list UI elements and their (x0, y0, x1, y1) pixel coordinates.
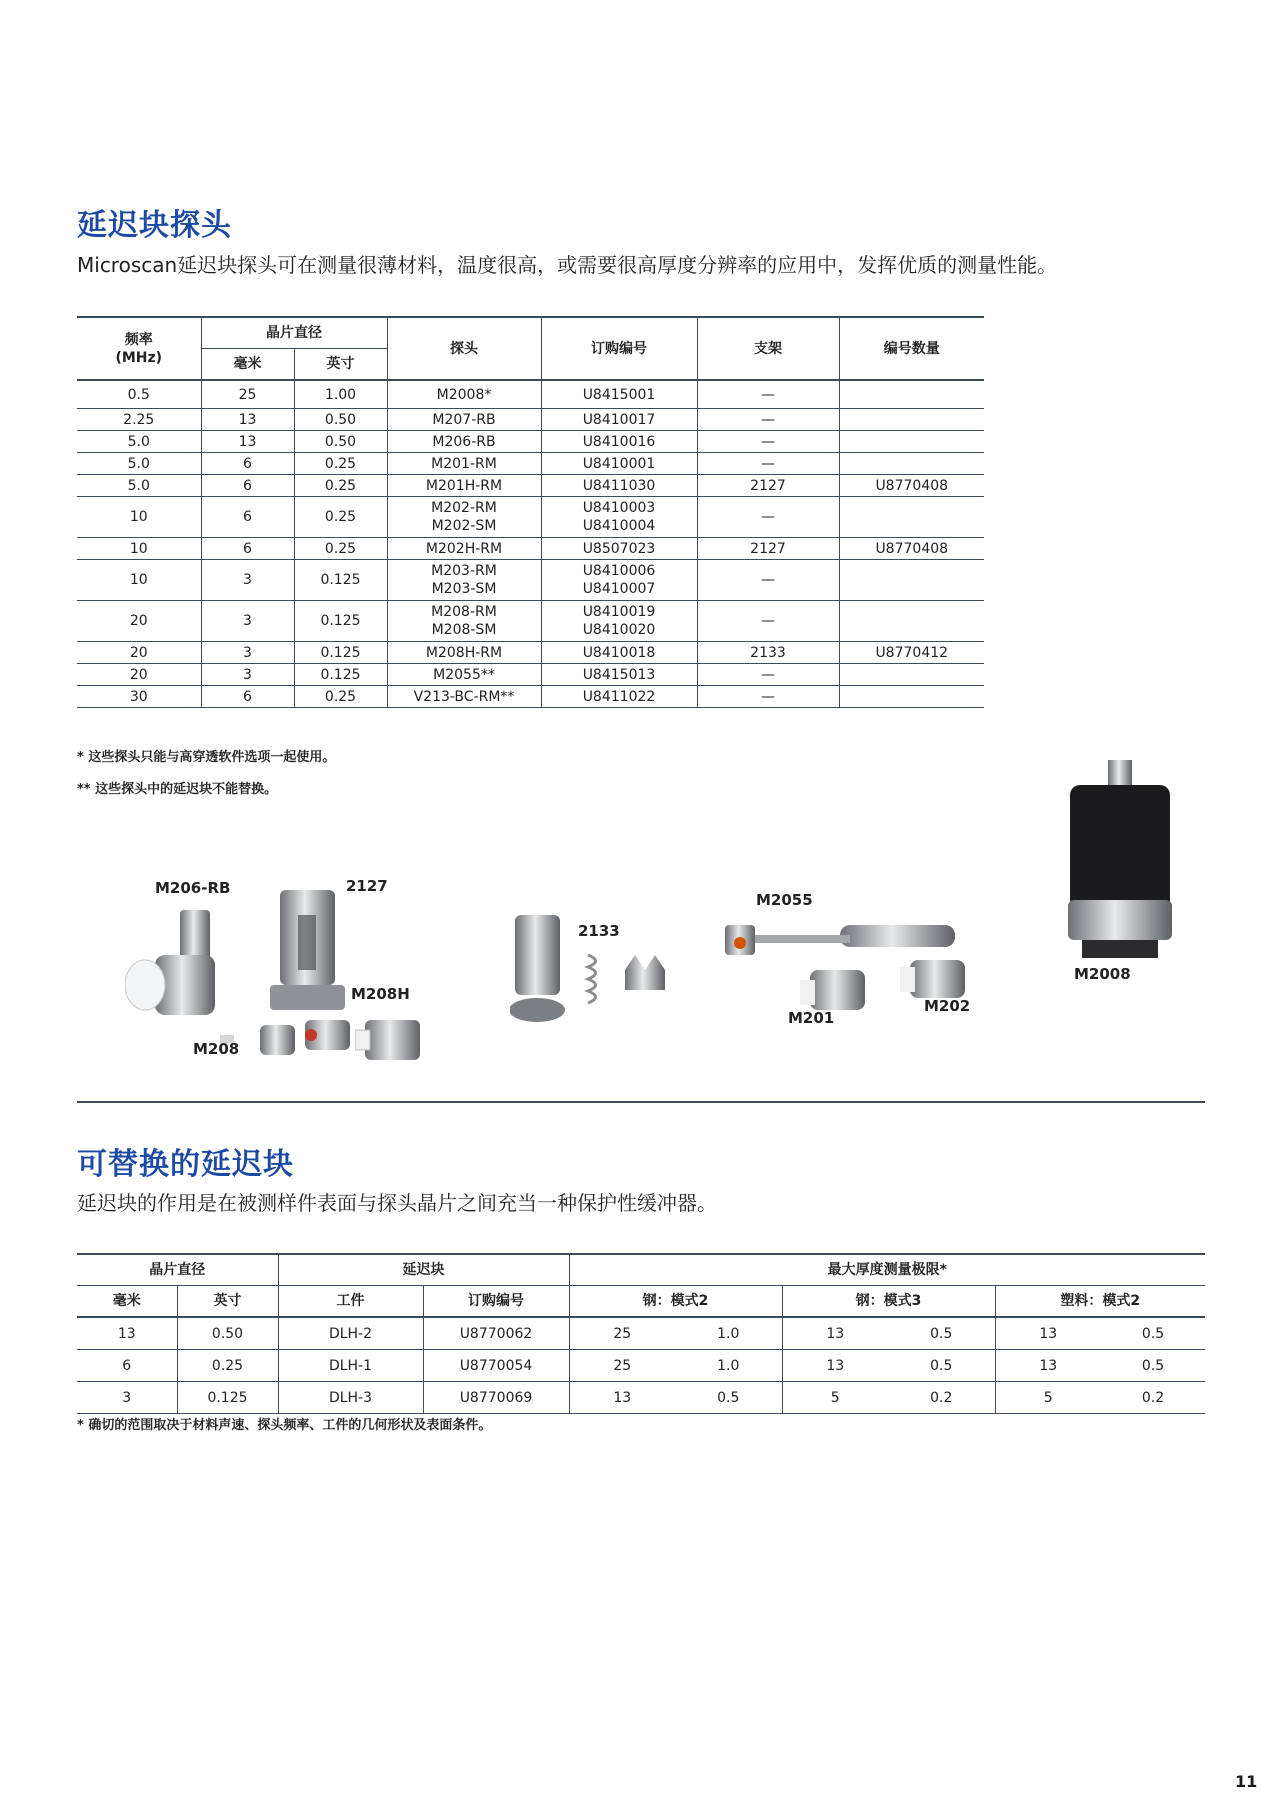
cell-order: U8410016 (541, 431, 697, 453)
cell-order: U8410019 U8410020 (541, 601, 697, 642)
cell-inch: 0.25 (294, 475, 387, 497)
cell-s2b: 1.0 (675, 1317, 782, 1350)
table-row (77, 560, 984, 601)
cell-p2a: 13 (995, 1350, 1101, 1382)
cell-freq: 20 (77, 601, 201, 642)
cell-order: U8410018 (541, 642, 697, 664)
cell-freq: 5.0 (77, 431, 201, 453)
cell-s2b: 0.5 (675, 1382, 782, 1414)
cell-order: U8415013 (541, 664, 697, 686)
table-row (77, 642, 984, 664)
col-header-inch: 英寸 (177, 1286, 278, 1318)
cell-holder: — (697, 560, 839, 601)
cell-freq: 30 (77, 686, 201, 708)
table1-note-2: ** 这些探头中的延迟块不能替换。 (77, 782, 278, 797)
cell-holder: — (697, 664, 839, 686)
cell-holder: — (697, 497, 839, 538)
cell-inch: 0.125 (177, 1382, 278, 1414)
col-header-frequency: 频率 (MHz) (77, 317, 201, 380)
cell-probe: M208H-RM (387, 642, 541, 664)
section-title-replaceable-delay-lines: 可替换的延迟块 (77, 1147, 294, 1182)
cell-holder: — (697, 686, 839, 708)
cell-holder-no: U8770412 (839, 642, 984, 664)
cell-inch: 0.50 (294, 409, 387, 431)
cell-probe: M208-RM M208-SM (387, 601, 541, 642)
table-row (77, 1382, 1205, 1414)
table-row (77, 601, 984, 642)
holder-2127-image (270, 890, 350, 1020)
col-header-part: 工件 (278, 1286, 423, 1318)
cell-part: DLH-2 (278, 1317, 423, 1350)
cell-s2a: 25 (569, 1350, 675, 1382)
cell-holder-no: U8770408 (839, 538, 984, 560)
cell-inch: 0.25 (294, 538, 387, 560)
cell-mm: 13 (77, 1317, 177, 1350)
cell-order: U8410017 (541, 409, 697, 431)
table2-note: * 确切的范围取决于材料声速、探头频率、工件的几何形状及表面条件。 (77, 1418, 492, 1433)
cell-freq: 2.25 (77, 409, 201, 431)
table1-note-1: * 这些探头只能与高穿透软件选项一起使用。 (77, 750, 336, 765)
cell-p2b: 0.2 (1101, 1382, 1205, 1414)
table-row (77, 1350, 1205, 1382)
photo-label-m208: M208 (193, 1040, 240, 1058)
cell-mm: 6 (201, 453, 294, 475)
photo-label-m202: M202 (924, 997, 971, 1015)
cell-holder: — (697, 409, 839, 431)
cell-mm: 3 (77, 1382, 177, 1414)
m2008-probe-image (1060, 760, 1180, 970)
cell-s3a: 5 (782, 1382, 888, 1414)
m2055-probe-image (720, 915, 1020, 1055)
delay-probe-table (77, 316, 984, 708)
cell-order: U8770062 (423, 1317, 569, 1350)
cell-order: U8410006 U8410007 (541, 560, 697, 601)
cell-s3b: 0.2 (888, 1382, 995, 1414)
cell-probe: M2055** (387, 664, 541, 686)
cell-holder-no (839, 431, 984, 453)
col-header-diameter: 晶片直径 (77, 1254, 278, 1286)
col-header-mm: 毫米 (201, 349, 294, 381)
cell-inch: 0.50 (294, 431, 387, 453)
cell-inch: 0.25 (294, 453, 387, 475)
cell-order: U8770069 (423, 1382, 569, 1414)
cell-holder-no (839, 453, 984, 475)
cell-s3a: 13 (782, 1350, 888, 1382)
section-title-delay-probes: 延迟块探头 (77, 208, 232, 243)
cell-freq: 5.0 (77, 453, 201, 475)
table-row (77, 380, 984, 409)
cell-probe: M202-RM M202-SM (387, 497, 541, 538)
cell-freq: 20 (77, 664, 201, 686)
cell-holder: — (697, 601, 839, 642)
photo-label-2127: 2127 (346, 877, 388, 895)
cell-freq: 10 (77, 497, 201, 538)
col-header-delay-line: 延迟块 (278, 1254, 569, 1286)
cell-probe: M206-RB (387, 431, 541, 453)
cell-freq: 5.0 (77, 475, 201, 497)
cell-mm: 13 (201, 409, 294, 431)
table-row (77, 686, 984, 708)
cell-inch: 0.25 (177, 1350, 278, 1382)
cell-freq: 0.5 (77, 380, 201, 409)
col-header-inch: 英寸 (294, 349, 387, 381)
col-header-mm: 毫米 (77, 1286, 177, 1318)
cell-mm: 6 (201, 686, 294, 708)
cell-holder-no (839, 409, 984, 431)
cell-order: U8411030 (541, 475, 697, 497)
cell-holder: — (697, 453, 839, 475)
cell-mm: 3 (201, 642, 294, 664)
cell-s3b: 0.5 (888, 1350, 995, 1382)
cell-mm: 6 (77, 1350, 177, 1382)
photo-label-m208h: M208H (351, 985, 410, 1003)
table-row (77, 453, 984, 475)
cell-mm: 3 (201, 560, 294, 601)
cell-probe: M201H-RM (387, 475, 541, 497)
table-row (77, 538, 984, 560)
cell-inch: 0.25 (294, 686, 387, 708)
cell-mm: 3 (201, 664, 294, 686)
cell-inch: 0.125 (294, 664, 387, 686)
cell-s3b: 0.5 (888, 1317, 995, 1350)
cell-probe: M201-RM (387, 453, 541, 475)
cell-holder-no: U8770408 (839, 475, 984, 497)
cell-inch: 0.125 (294, 642, 387, 664)
col-header-probe: 探头 (387, 317, 541, 380)
col-header-order: 订购编号 (541, 317, 697, 380)
cell-probe: M203-RM M203-SM (387, 560, 541, 601)
cell-freq: 10 (77, 538, 201, 560)
col-header-steel-mode3: 钢：模式3 (782, 1286, 995, 1318)
cell-holder-no (839, 601, 984, 642)
cell-order: U8411022 (541, 686, 697, 708)
table-row (77, 409, 984, 431)
cell-probe: M207-RB (387, 409, 541, 431)
cell-holder: 2127 (697, 538, 839, 560)
cell-mm: 6 (201, 475, 294, 497)
photo-label-m201: M201 (788, 1009, 835, 1027)
cell-holder-no (839, 560, 984, 601)
cell-holder: — (697, 380, 839, 409)
cell-inch: 1.00 (294, 380, 387, 409)
m208h-probe-image (355, 1005, 435, 1075)
table-row (77, 475, 984, 497)
cell-inch: 0.25 (294, 497, 387, 538)
cell-order: U8507023 (541, 538, 697, 560)
table-row (77, 1317, 1205, 1350)
cell-inch: 0.125 (294, 560, 387, 601)
cell-p2a: 13 (995, 1317, 1101, 1350)
col-header-plastic-mode2: 塑料：模式2 (995, 1286, 1205, 1318)
section-intro-delay-probes: Microscan延迟块探头可在测量很薄材料，温度很高，或需要很高厚度分辨率的应用中，发挥优质的测量性能。 (77, 253, 1058, 277)
cell-s2a: 13 (569, 1382, 675, 1414)
photo-label-m2008: M2008 (1074, 965, 1131, 983)
cell-p2a: 5 (995, 1382, 1101, 1414)
cell-holder-no (839, 380, 984, 409)
cell-inch: 0.50 (177, 1317, 278, 1350)
cell-mm: 6 (201, 538, 294, 560)
cell-mm: 6 (201, 497, 294, 538)
delay-line-table (77, 1253, 1205, 1414)
col-header-max-thickness: 最大厚度测量极限* (569, 1254, 1205, 1286)
page-number: 11 (1235, 1772, 1258, 1791)
cell-probe: V213-BC-RM** (387, 686, 541, 708)
col-header-steel-mode2: 钢：模式2 (569, 1286, 782, 1318)
cell-holder: — (697, 431, 839, 453)
cell-s3a: 13 (782, 1317, 888, 1350)
table-row (77, 497, 984, 538)
cell-mm: 25 (201, 380, 294, 409)
cell-order: U8415001 (541, 380, 697, 409)
col-header-holder-no: 编号数量 (839, 317, 984, 380)
photo-label-2133: 2133 (578, 922, 620, 940)
cell-holder-no (839, 664, 984, 686)
cell-part: DLH-1 (278, 1350, 423, 1382)
cell-holder-no (839, 686, 984, 708)
cell-mm: 3 (201, 601, 294, 642)
cell-p2b: 0.5 (1101, 1350, 1205, 1382)
col-header-diameter: 晶片直径 (201, 317, 387, 349)
table-row (77, 664, 984, 686)
cell-s2b: 1.0 (675, 1350, 782, 1382)
cell-order: U8410003 U8410004 (541, 497, 697, 538)
cell-freq: 20 (77, 642, 201, 664)
photo-label-m206rb: M206-RB (155, 879, 231, 897)
cell-probe: M2008* (387, 380, 541, 409)
probe-photos (110, 860, 1230, 1090)
cell-freq: 10 (77, 560, 201, 601)
cell-holder: 2127 (697, 475, 839, 497)
cell-probe: M202H-RM (387, 538, 541, 560)
col-header-order: 订购编号 (423, 1286, 569, 1318)
cell-s2a: 25 (569, 1317, 675, 1350)
cell-order: U8410001 (541, 453, 697, 475)
cell-order: U8770054 (423, 1350, 569, 1382)
section-divider (77, 1101, 1205, 1103)
photo-label-m2055: M2055 (756, 891, 813, 909)
cell-inch: 0.125 (294, 601, 387, 642)
cell-part: DLH-3 (278, 1382, 423, 1414)
col-header-holder: 支架 (697, 317, 839, 380)
section-intro-replaceable-delay-lines: 延迟块的作用是在被测样件表面与探头晶片之间充当一种保护性缓冲器。 (77, 1191, 717, 1215)
cell-holder-no (839, 497, 984, 538)
cell-holder: 2133 (697, 642, 839, 664)
table-row (77, 431, 984, 453)
cell-mm: 13 (201, 431, 294, 453)
cell-p2b: 0.5 (1101, 1317, 1205, 1350)
